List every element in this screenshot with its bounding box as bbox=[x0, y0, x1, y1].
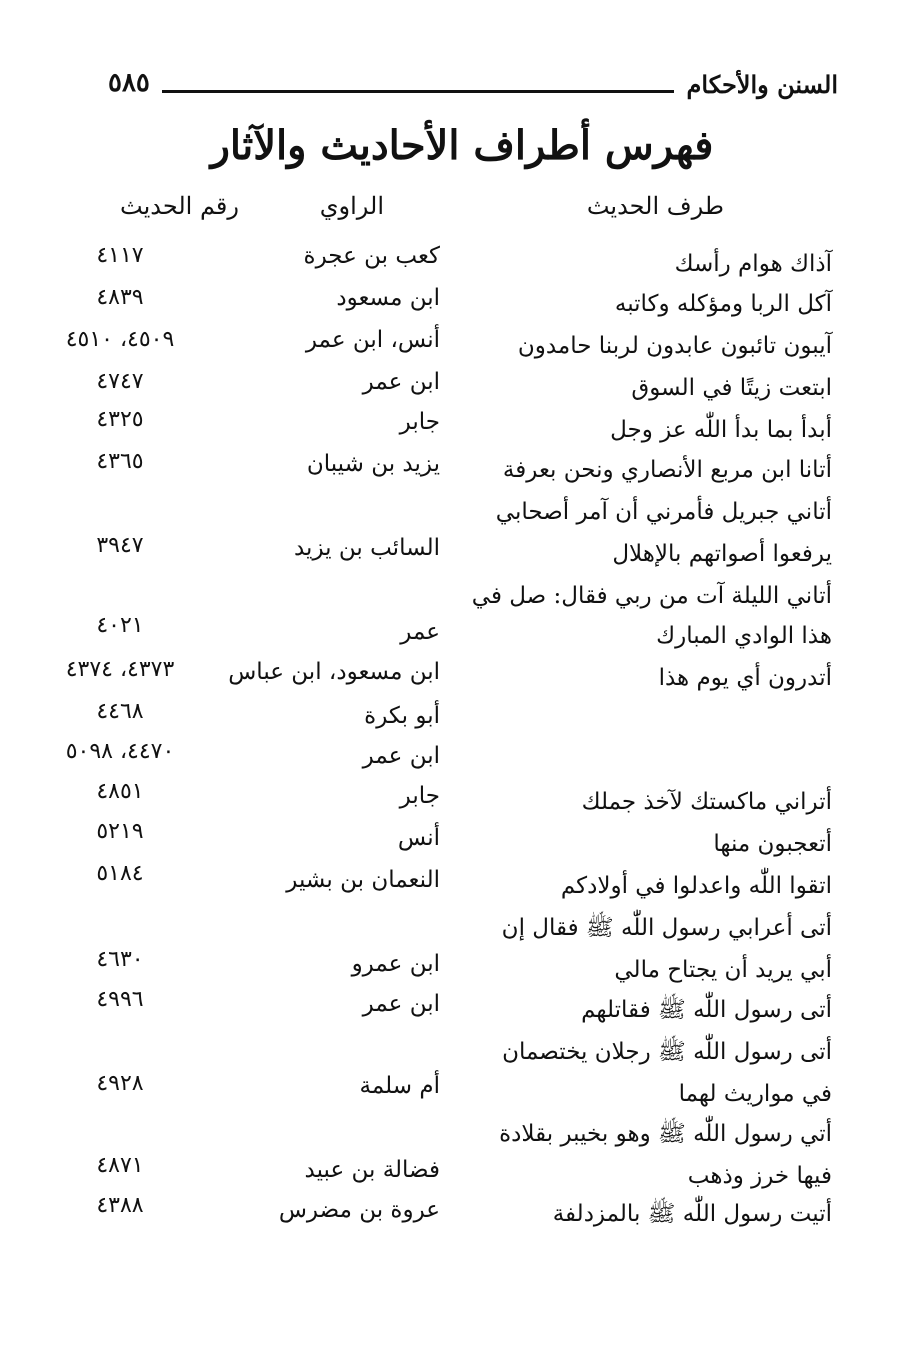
hadith-text: في مواريث لهما bbox=[678, 1081, 832, 1107]
hadith-text: أتراني ماكستك لآخذ جملك bbox=[581, 789, 832, 815]
narrator: جابر bbox=[399, 783, 440, 809]
column-header-hadith: طرف الحديث bbox=[586, 192, 724, 220]
hadith-number: ٤٨٧١ bbox=[96, 1153, 144, 1178]
narrator: أم سلمة bbox=[359, 1073, 440, 1099]
hadith-text: أبي يريد أن يجتاح مالي bbox=[614, 957, 832, 983]
hadith-text: أتاني جبريل فأمرني أن آمر أصحابي bbox=[495, 499, 832, 525]
hadith-number: ٤٦٣٠ bbox=[96, 947, 144, 972]
hadith-number: ٤٩٩٦ bbox=[96, 987, 144, 1012]
hadith-text: فيها خرز وذهب bbox=[687, 1163, 832, 1189]
hadith-text: آكل الربا ومؤكله وكاتبه bbox=[614, 291, 832, 317]
hadith-number: ٥٢١٩ bbox=[96, 819, 144, 844]
column-header-number: رقم الحديث bbox=[120, 192, 239, 220]
hadith-number: ٤٣٢٥ bbox=[96, 407, 144, 432]
narrator: أنس bbox=[397, 825, 440, 851]
narrator: ابن عمرو bbox=[351, 951, 440, 977]
column-header-narrator: الراوي bbox=[319, 192, 384, 220]
hadith-text: أتانا ابن مربع الأنصاري ونحن بعرفة bbox=[502, 457, 832, 483]
narrator: جابر bbox=[399, 409, 440, 435]
narrator: ابن عمر bbox=[362, 743, 440, 769]
hadith-text: أبدأ بما بدأ اللّٰه عز وجل bbox=[610, 417, 832, 443]
narrator: أبو بكرة bbox=[364, 703, 440, 729]
hadith-text: أتعجبون منها bbox=[713, 831, 832, 857]
narrator: ابن عمر bbox=[362, 991, 440, 1017]
narrator: النعمان بن بشير bbox=[286, 867, 440, 893]
hadith-number: ٤٤٦٨ bbox=[96, 699, 144, 724]
narrator: فضالة بن عبيد bbox=[304, 1157, 440, 1183]
hadith-text: اتقوا اللّٰه واعدلوا في أولادكم bbox=[560, 873, 832, 899]
hadith-number: ٤٤٧٠، ٥٠٩٨ bbox=[65, 739, 175, 764]
narrator: السائب بن يزيد bbox=[293, 535, 440, 561]
hadith-text: أتيت رسول اللّٰه ﷺ بالمزدلفة bbox=[552, 1201, 832, 1227]
hadith-number: ٣٩٤٧ bbox=[96, 533, 144, 558]
hadith-number: ٤٨٣٩ bbox=[96, 285, 144, 310]
narrator: ابن مسعود bbox=[336, 285, 440, 311]
hadith-number: ٥١٨٤ bbox=[96, 861, 144, 886]
narrator: ابن مسعود، ابن عباس bbox=[228, 659, 440, 685]
hadith-text: أتى رسول اللّٰه ﷺ رجلان يختصمان bbox=[502, 1039, 832, 1065]
hadith-text: آيبون تائبون عابدون لربنا حامدون bbox=[517, 333, 832, 359]
hadith-number: ٤١١٧ bbox=[96, 243, 144, 268]
hadith-number: ٤٣٨٨ bbox=[96, 1193, 144, 1218]
hadith-number: ٤٧٤٧ bbox=[96, 369, 144, 394]
hadith-number: ٤٥٠٩، ٤٥١٠ bbox=[65, 327, 175, 352]
hadith-text: أتى أعرابي رسول اللّٰه ﷺ فقال إن bbox=[501, 915, 832, 941]
hadith-text: أتى رسول اللّٰه ﷺ فقاتلهم bbox=[581, 997, 832, 1023]
header-rule bbox=[162, 90, 674, 93]
hadith-text: آذاك هوام رأسك bbox=[674, 251, 832, 277]
narrator: يزيد بن شيبان bbox=[306, 451, 440, 477]
hadith-number: ٤٨٥١ bbox=[96, 779, 144, 804]
hadith-text: ابتعت زيتًا في السوق bbox=[631, 375, 832, 401]
hadith-text: أتاني الليلة آت من ربي فقال: صل في bbox=[471, 583, 832, 609]
hadith-text: هذا الوادي المبارك bbox=[656, 623, 832, 649]
hadith-number: ٤٣٧٣، ٤٣٧٤ bbox=[65, 657, 175, 682]
hadith-text: أتي رسول اللّٰه ﷺ وهو بخيبر بقلادة bbox=[499, 1121, 832, 1147]
hadith-text: أتدرون أي يوم هذا bbox=[658, 665, 832, 691]
narrator: عمر bbox=[400, 619, 440, 645]
book-title: السنن والأحكام bbox=[686, 70, 838, 99]
hadith-text: يرفعوا أصواتهم بالإهلال bbox=[612, 541, 832, 567]
index-title: فهرس أطراف الأحاديث والآثار bbox=[210, 122, 714, 169]
narrator: أنس، ابن عمر bbox=[305, 327, 440, 353]
page-number: ٥٨٥ bbox=[108, 68, 150, 98]
narrator: عروة بن مضرس bbox=[278, 1197, 440, 1223]
narrator: كعب بن عجرة bbox=[303, 243, 440, 269]
running-header bbox=[0, 68, 924, 108]
hadith-number: ٤٩٢٨ bbox=[96, 1071, 144, 1096]
narrator: ابن عمر bbox=[362, 369, 440, 395]
hadith-number: ٤٣٦٥ bbox=[96, 449, 144, 474]
hadith-number: ٤٠٢١ bbox=[96, 613, 144, 638]
